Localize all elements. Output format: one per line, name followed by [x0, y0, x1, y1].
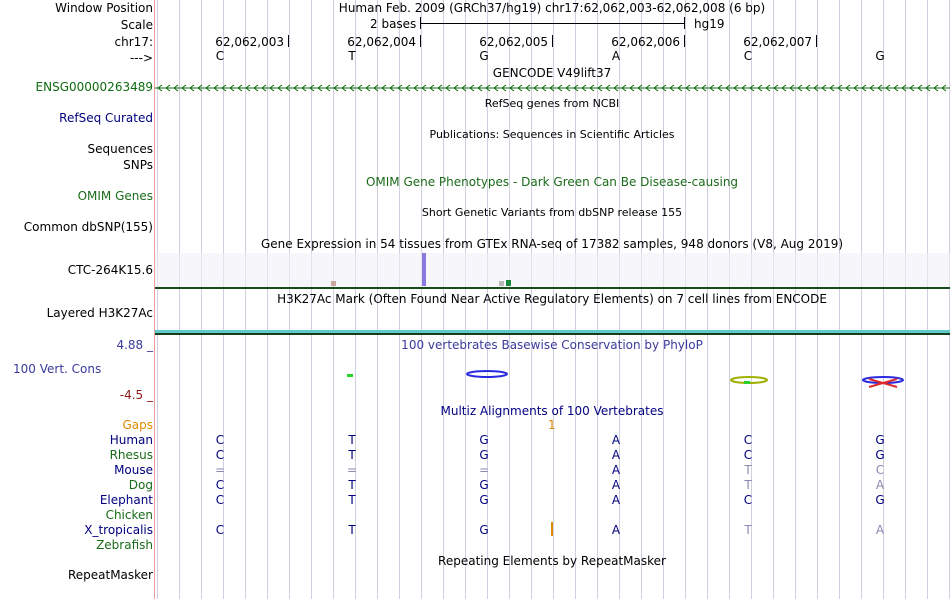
alignment-base: C — [215, 493, 225, 507]
window-position-value: Human Feb. 2009 (GRCh37/hg19) chr17:62,062,003-62,062,008 (6 bp) — [338, 1, 766, 15]
alignment-base: T — [348, 433, 356, 447]
species-label[interactable]: Zebrafish — [96, 538, 153, 552]
gtex-bar — [499, 281, 504, 286]
alignment-base: G — [875, 493, 885, 507]
alignment-base: G — [479, 448, 489, 462]
gtex-track-title[interactable]: Gene Expression in 54 tissues from GTEx RNA-seq of 17382 samples, 948 donors (V8, Aug 2019) — [260, 237, 844, 251]
gtex-bar — [331, 281, 336, 286]
alignment-base: A — [611, 478, 621, 492]
coordinate-tick — [684, 35, 685, 47]
repeatmasker-track-title[interactable]: Repeating Elements by RepeatMasker — [438, 554, 666, 568]
alignment-base: C — [215, 478, 225, 492]
phylop-max-label: 4.88 _ — [116, 338, 153, 352]
species-label[interactable]: Chicken — [105, 508, 153, 522]
logo-mark — [467, 371, 507, 377]
dbsnp-label[interactable]: Common dbSNP(155) — [23, 220, 153, 234]
species-label[interactable]: Elephant — [99, 493, 153, 507]
species-label[interactable]: Dog — [128, 478, 153, 492]
h3k27ac-track-title[interactable]: H3K27Ac Mark (Often Found Near Active Regulatory Elements) on 7 cell lines from ENCODE — [277, 292, 827, 306]
gencode-track-title[interactable]: GENCODE V49lift37 — [492, 66, 612, 80]
reference-base: A — [611, 49, 621, 63]
alignment-base: G — [479, 523, 489, 537]
alignment-base: T — [744, 478, 752, 492]
alignment-base: A — [611, 523, 621, 537]
alignment-base: G — [479, 478, 489, 492]
omim-track-title[interactable]: OMIM Gene Phenotypes - Dark Green Can Be Disease-causing — [365, 175, 739, 189]
sequences-label[interactable]: Sequences — [87, 142, 153, 156]
scale-tick-left — [420, 17, 421, 29]
alignment-base: C — [215, 523, 225, 537]
scale-assembly: hg19 — [694, 17, 725, 31]
alignment-base: C — [875, 463, 885, 477]
gtex-gene-label[interactable]: CTC-264K15.6 — [67, 263, 153, 277]
gencode-gene-arrows[interactable] — [155, 81, 950, 95]
coordinate-label: 62,062,004 — [347, 35, 416, 49]
repeatmasker-label[interactable]: RepeatMasker — [67, 568, 153, 582]
scale-tick-right — [684, 17, 685, 29]
multiz-track-title[interactable]: Multiz Alignments of 100 Vertebrates — [440, 404, 664, 418]
h3k27ac-baseline — [155, 333, 950, 335]
alignment-base: = — [478, 463, 490, 477]
alignment-base: G — [479, 433, 489, 447]
alignment-base: C — [743, 493, 753, 507]
dbsnp-track-title[interactable]: Short Genetic Variants from dbSNP release 155 — [421, 206, 683, 219]
coordinate-label: 62,062,005 — [479, 35, 548, 49]
logo-mark — [744, 381, 750, 384]
species-label[interactable]: Human — [109, 433, 153, 447]
reference-base: G — [479, 49, 489, 63]
coordinate-tick — [420, 35, 421, 47]
gtex-bar — [506, 280, 511, 286]
alignment-base: T — [348, 523, 356, 537]
insertion-marker — [551, 522, 553, 536]
alignment-base: G — [875, 433, 885, 447]
gtex-bar — [422, 253, 426, 286]
alignment-base: A — [611, 433, 621, 447]
alignment-base: = — [346, 463, 358, 477]
alignment-base: A — [611, 493, 621, 507]
alignment-base: C — [215, 448, 225, 462]
coordinate-tick — [552, 35, 553, 47]
alignment-base: G — [479, 493, 489, 507]
alignment-base: T — [744, 523, 752, 537]
scale-bases: 2 bases — [370, 17, 417, 31]
coordinate-label: 62,062,003 — [215, 35, 284, 49]
coordinate-label: 62,062,007 — [743, 35, 812, 49]
h3k27ac-label[interactable]: Layered H3K27Ac — [46, 306, 153, 320]
alignment-base: T — [744, 463, 752, 477]
alignment-base: C — [743, 433, 753, 447]
gencode-gene-label[interactable]: ENSG00000263489 — [35, 80, 153, 94]
reference-base: C — [215, 49, 225, 63]
refseq-track-title[interactable]: RefSeq genes from NCBI — [484, 97, 620, 110]
reference-base: G — [875, 49, 885, 63]
publications-track-title[interactable]: Publications: Sequences in Scientific Articles — [429, 128, 675, 141]
alignment-base: C — [215, 433, 225, 447]
logo-mark — [347, 374, 353, 377]
scale-label: Scale — [120, 18, 153, 32]
gaps-value: 1 — [548, 418, 556, 432]
phylop-logos — [155, 365, 950, 395]
reference-base: C — [743, 49, 753, 63]
phylop-track-label[interactable]: 100 Vert. Cons — [13, 362, 102, 376]
reference-base: T — [348, 49, 356, 63]
phylop-track-title[interactable]: 100 vertebrates Basewise Conservation by PhyloP — [401, 338, 703, 352]
coordinate-tick — [816, 35, 817, 47]
alignment-base: A — [875, 478, 885, 492]
phylop-min-label: -4.5 _ — [119, 388, 153, 402]
alignment-base: T — [348, 493, 356, 507]
coordinate-label: 62,062,006 — [611, 35, 680, 49]
alignment-base: A — [875, 523, 885, 537]
omim-genes-label[interactable]: OMIM Genes — [77, 189, 153, 203]
alignment-base: A — [611, 448, 621, 462]
alignment-base: T — [348, 448, 356, 462]
snps-label[interactable]: SNPs — [123, 158, 153, 172]
alignment-base: A — [611, 463, 621, 477]
gtex-baseline — [155, 287, 950, 289]
species-label[interactable]: Mouse — [114, 463, 153, 477]
alignment-base: C — [743, 448, 753, 462]
refseq-curated-label[interactable]: RefSeq Curated — [59, 111, 153, 125]
gtex-plot-area[interactable] — [155, 253, 950, 287]
alignment-base: T — [348, 478, 356, 492]
alignment-base: = — [214, 463, 226, 477]
scale-bar — [420, 23, 685, 24]
window-position-label: Window Position — [55, 1, 153, 15]
strand-label: ---> — [129, 51, 153, 65]
chrom-label: chr17: — [114, 35, 153, 49]
species-label[interactable]: X_tropicalis — [84, 523, 153, 537]
species-label[interactable]: Rhesus — [109, 448, 153, 462]
alignment-base: G — [875, 448, 885, 462]
coordinate-tick — [288, 35, 289, 47]
gaps-label: Gaps — [122, 418, 153, 432]
